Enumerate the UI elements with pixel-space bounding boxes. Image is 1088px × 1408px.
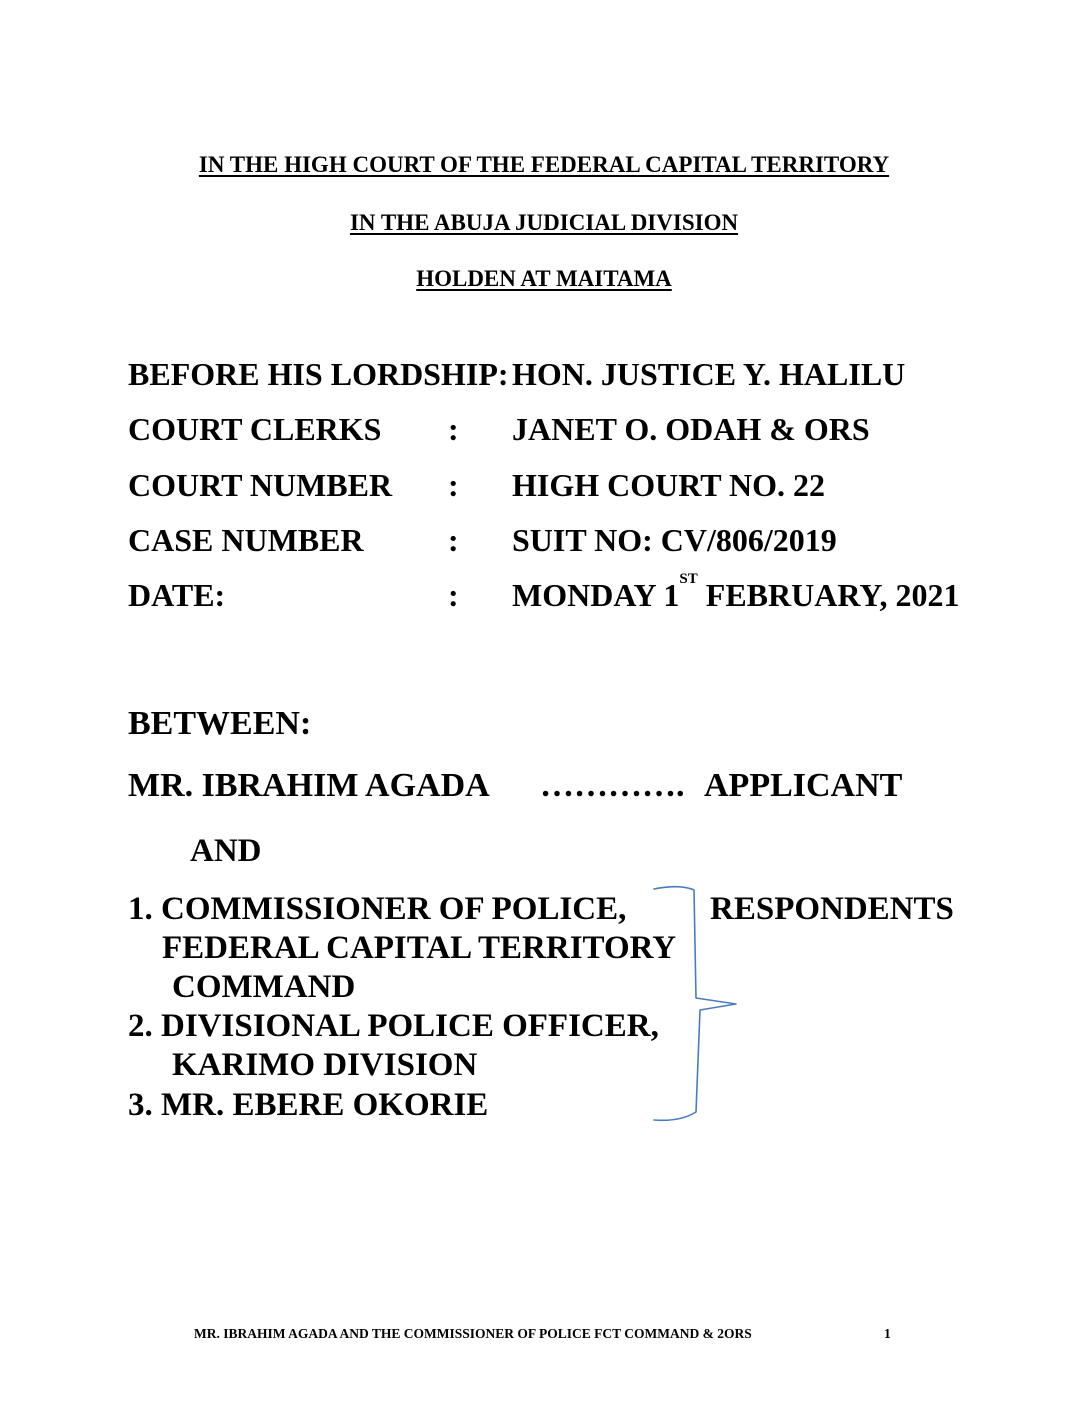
respondent-1-line1: 1. COMMISSIONER OF POLICE, — [128, 891, 627, 927]
court-number-value: HIGH COURT NO. 22 — [512, 467, 825, 503]
between-label: BETWEEN: — [128, 705, 312, 742]
page-number: 1 — [884, 1326, 891, 1341]
and-label: AND — [190, 833, 262, 869]
court-heading: IN THE HIGH COURT OF THE FEDERAL CAPITAL TERRITORY — [198, 152, 890, 177]
date-label: DATE: — [128, 577, 226, 613]
case-number-colon: : — [448, 522, 459, 558]
lordship-value: HON. JUSTICE Y. HALILU — [512, 356, 906, 392]
holden-heading: HOLDEN AT MAITAMA — [416, 266, 672, 291]
applicant-role: APPLICANT — [704, 767, 903, 804]
respondent-1-line2: FEDERAL CAPITAL TERRITORY — [162, 930, 677, 966]
case-number-value: SUIT NO: CV/806/2019 — [512, 522, 837, 558]
court-number-label: COURT NUMBER — [128, 467, 393, 503]
division-heading: IN THE ABUJA JUDICIAL DIVISION — [349, 210, 739, 235]
applicant-name: MR. IBRAHIM AGADA — [128, 767, 490, 804]
date-value-post: FEBRUARY, 2021 — [697, 577, 960, 613]
date-value-pre: MONDAY 1 — [512, 577, 680, 613]
respondents-brace — [640, 880, 750, 1130]
clerks-colon: : — [448, 411, 459, 447]
respondent-2-line1: 2. DIVISIONAL POLICE OFFICER, — [128, 1008, 659, 1044]
respondent-3: 3. MR. EBERE OKORIE — [128, 1087, 489, 1123]
clerks-value: JANET O. ODAH & ORS — [512, 411, 870, 447]
clerks-label: COURT CLERKS — [128, 411, 382, 447]
footer-text: MR. IBRAHIM AGADA AND THE COMMISSIONER OF POLICE FCT COMMAND & 2ORS — [194, 1326, 752, 1341]
respondent-2-line2: KARIMO DIVISION — [172, 1047, 478, 1083]
date-colon: : — [448, 577, 459, 613]
applicant-dots: …………. — [540, 767, 685, 804]
respondents-role: RESPONDENTS — [710, 891, 954, 927]
case-number-label: CASE NUMBER — [128, 522, 364, 558]
respondent-1-line3: COMMAND — [172, 969, 356, 1005]
court-number-colon: : — [448, 467, 459, 503]
lordship-label: BEFORE HIS LORDSHIP: — [128, 356, 509, 392]
date-value — [512, 571, 960, 614]
date-value-sup: ST — [679, 571, 698, 587]
